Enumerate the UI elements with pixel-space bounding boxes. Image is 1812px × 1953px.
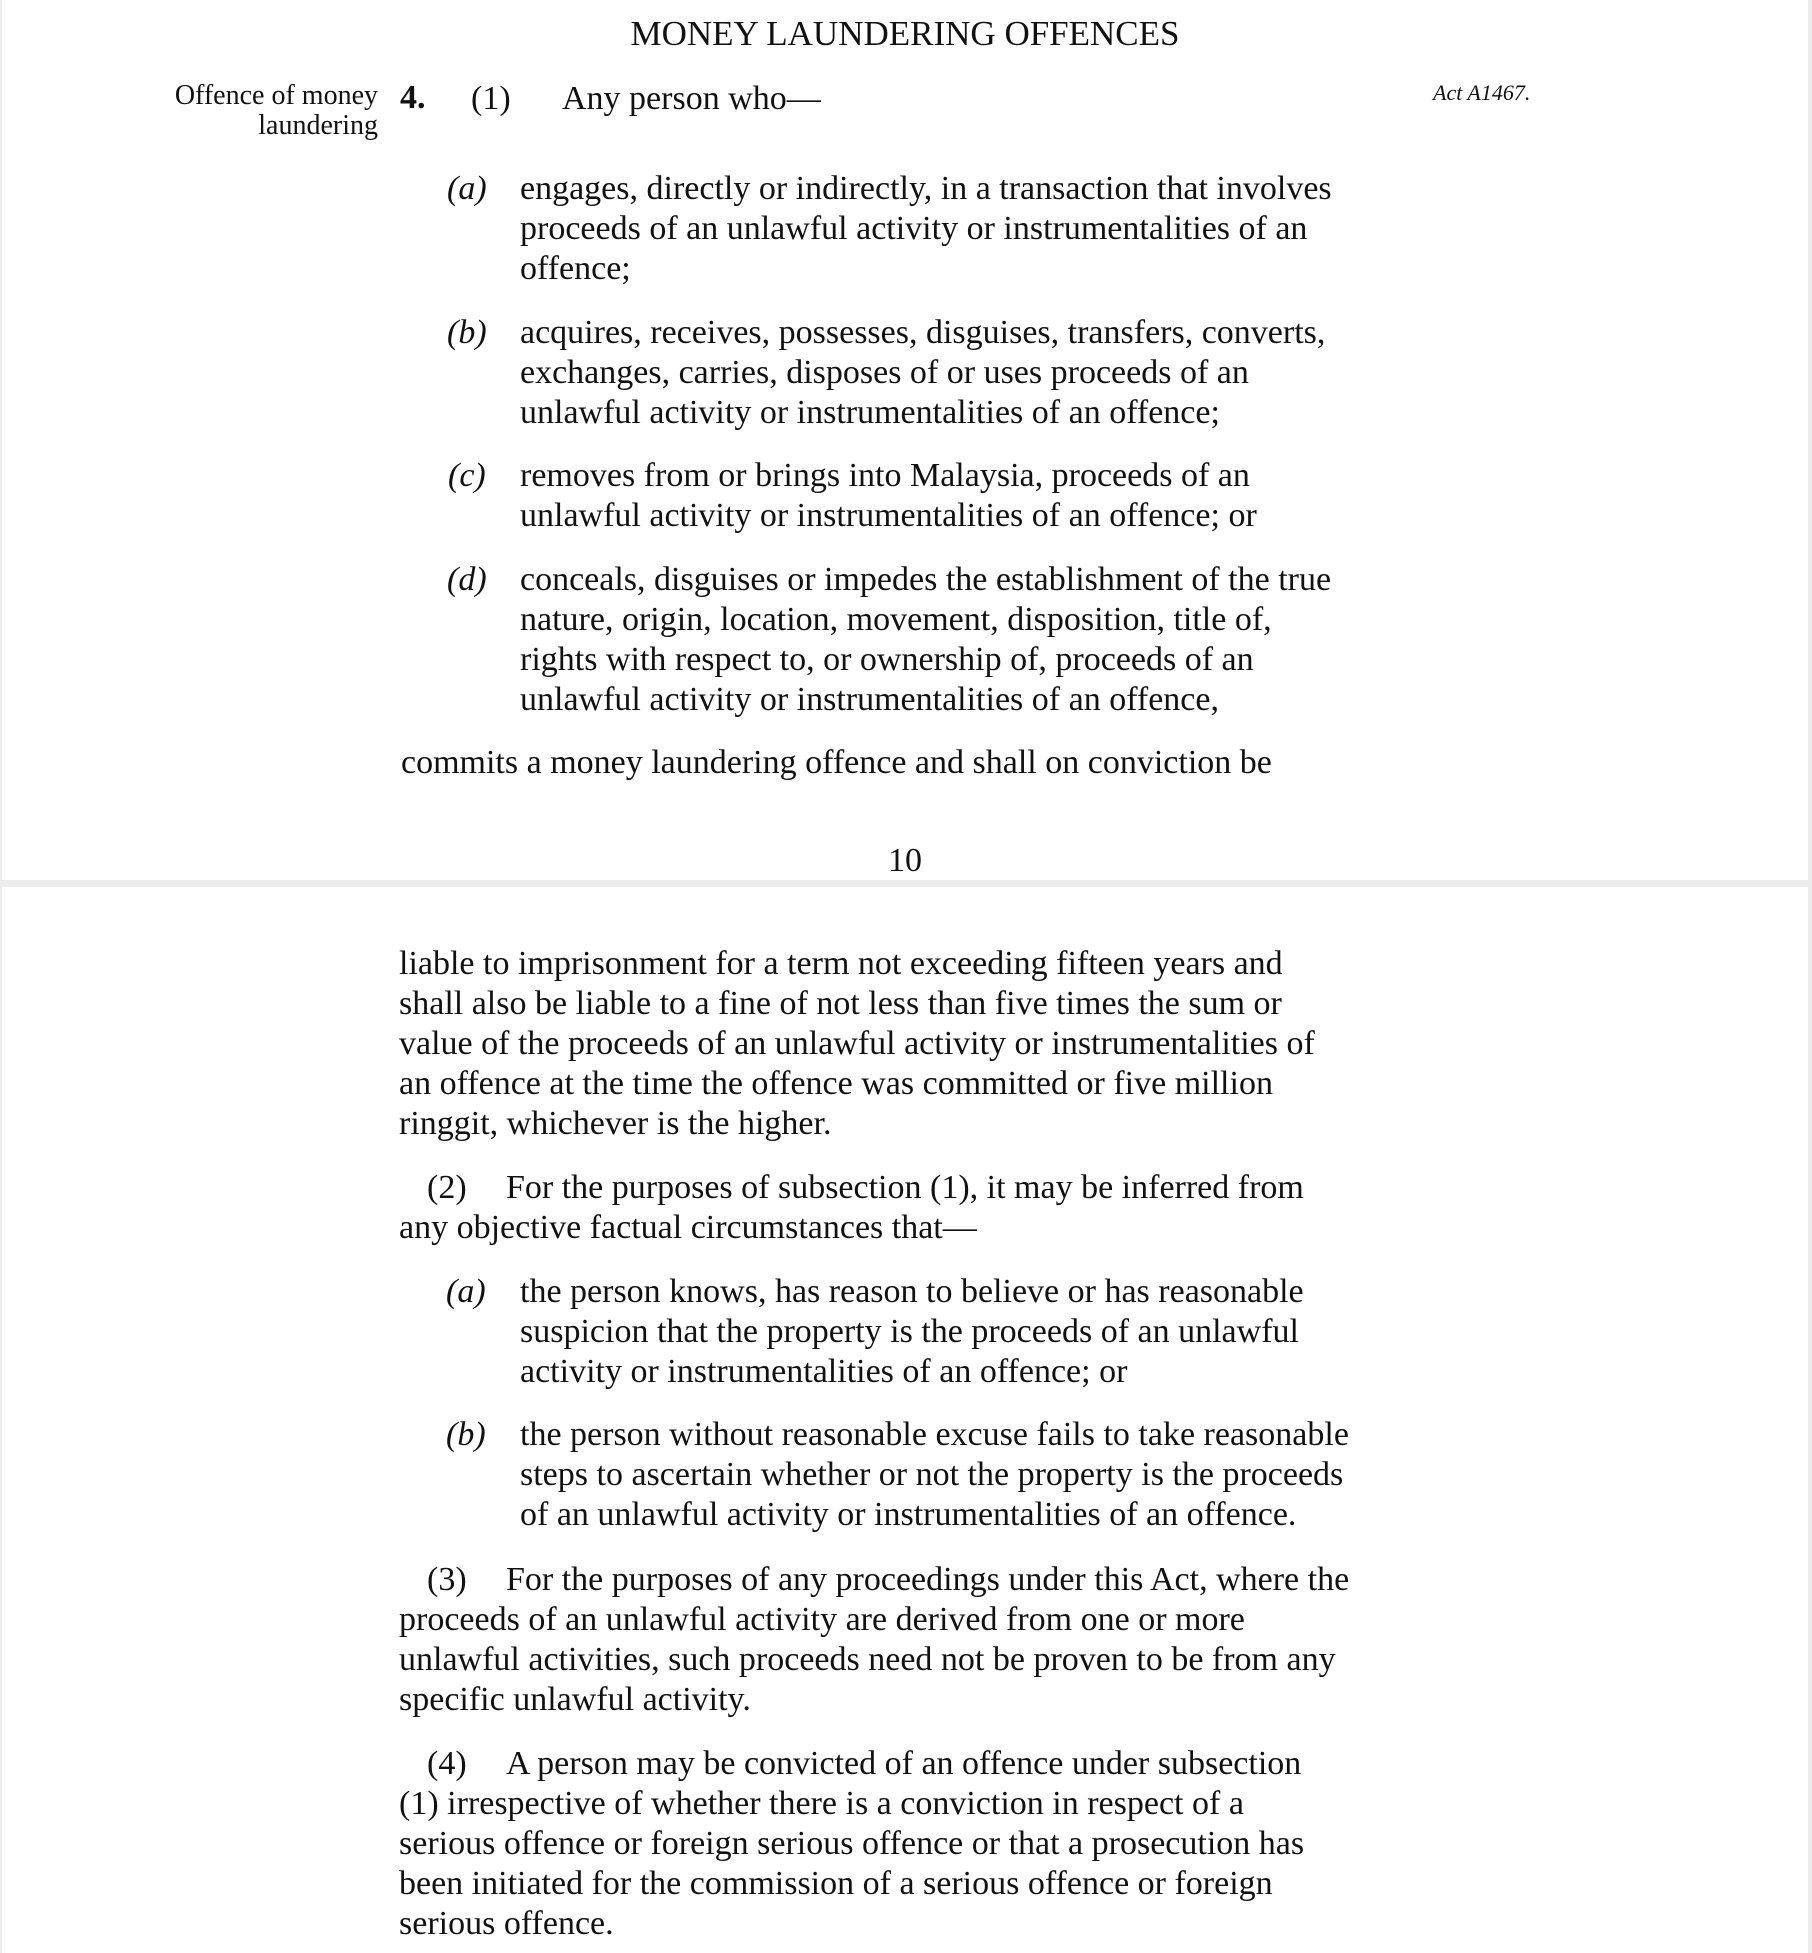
item-line: unlawful activity or instrumentalities of an offence; [520,394,1220,431]
subsection-3-label: (3) [427,1561,467,1598]
margin-note-line-1: Offence of money [174,80,378,111]
paragraph-line: serious offence or foreign serious offence or that a prosecution has [399,1825,1305,1862]
item-line: activity or instrumentalities of an offence; or [520,1353,1128,1390]
item-line: unlawful activity or instrumentalities of an offence, [520,681,1219,718]
continuation-paragraph [399,944,1315,1144]
list-item [520,1415,1349,1535]
paragraph-line: unlawful activities, such proceeds need not be proven to be from any [399,1641,1336,1678]
subsection-4-continuation [399,1784,1304,1944]
paragraph-line: ringgit, whichever is the higher. [399,1105,832,1142]
subsection-2-label: (2) [427,1169,467,1206]
subsection-2-line: For the purposes of subsection (1), it may be inferred from [506,1169,1304,1206]
paragraph-line: (1) irrespective of whether there is a conviction in respect of a [399,1785,1244,1822]
subsection-3-continuation [399,1600,1336,1720]
item-line: offence; [520,250,631,287]
amendment-note: Act A1467. [1433,80,1531,105]
item-label: (a) [447,170,487,207]
subsection-2-line: any objective factual circumstances that— [399,1209,977,1246]
margin-note [175,81,378,141]
paragraph-line: serious offence. [399,1905,614,1942]
list-item [520,456,1257,536]
section-number: 4. [400,79,426,116]
item-label: (d) [447,561,487,598]
list-item [520,560,1331,720]
paragraph-line: been initiated for the commission of a serious offence or foreign [399,1865,1273,1902]
paragraph-line: shall also be liable to a fine of not less than five times the sum or [399,985,1282,1022]
item-label: (b) [447,314,487,351]
item-line: steps to ascertain whether or not the property is the proceeds [520,1456,1344,1493]
paragraph-line: an offence at the time the offence was committed or five million [399,1065,1273,1102]
closing-line: commits a money laundering offence and shall on conviction be [401,744,1272,781]
item-label: (c) [448,457,486,494]
item-line: exchanges, carries, disposes of or uses proceeds of an [520,354,1249,391]
item-line: engages, directly or indirectly, in a transaction that involves [520,170,1332,207]
subsection-3-line: For the purposes of any proceedings under this Act, where the [506,1561,1350,1598]
item-line: removes from or brings into Malaysia, proceeds of an [520,457,1250,494]
item-line: unlawful activity or instrumentalities of an offence; or [520,497,1257,534]
item-line: suspicion that the property is the proceeds of an unlawful [520,1313,1299,1350]
paragraph-line: liable to imprisonment for a term not exceeding fifteen years and [399,945,1283,982]
list-item [520,1272,1304,1392]
item-line: proceeds of an unlawful activity or instrumentalities of an [520,210,1308,247]
item-line: acquires, receives, possesses, disguises, transfers, converts, [520,314,1326,351]
subsection-1-intro: Any person who— [562,80,821,117]
subsection-4-line: A person may be convicted of an offence under subsection [506,1745,1302,1782]
subsection-1-label: (1) [471,80,511,117]
item-label: (b) [446,1416,486,1453]
item-line: the person knows, has reason to believe or has reasonable [520,1273,1304,1310]
item-line: rights with respect to, or ownership of, proceeds of an [520,641,1254,678]
margin-note-line-2: laundering [258,110,378,141]
list-item [520,169,1332,289]
item-line: nature, origin, location, movement, disposition, title of, [520,601,1272,638]
item-line: of an unlawful activity or instrumentalities of an offence. [520,1496,1297,1533]
item-label: (a) [446,1273,486,1310]
list-item [520,313,1325,433]
document-page-11 [2,887,1808,1953]
paragraph-line: proceeds of an unlawful activity are derived from one or more [399,1601,1245,1638]
document-page-10 [2,0,1808,880]
subsection-4-label: (4) [427,1745,467,1782]
page-number: 10 [888,842,922,879]
item-line: the person without reasonable excuse fails to take reasonable [520,1416,1349,1453]
item-line: conceals, disguises or impedes the establishment of the true [520,561,1332,598]
part-heading: MONEY LAUNDERING OFFENCES [630,14,1180,53]
paragraph-line: value of the proceeds of an unlawful activity or instrumentalities of [399,1025,1315,1062]
paragraph-line: specific unlawful activity. [399,1681,751,1718]
